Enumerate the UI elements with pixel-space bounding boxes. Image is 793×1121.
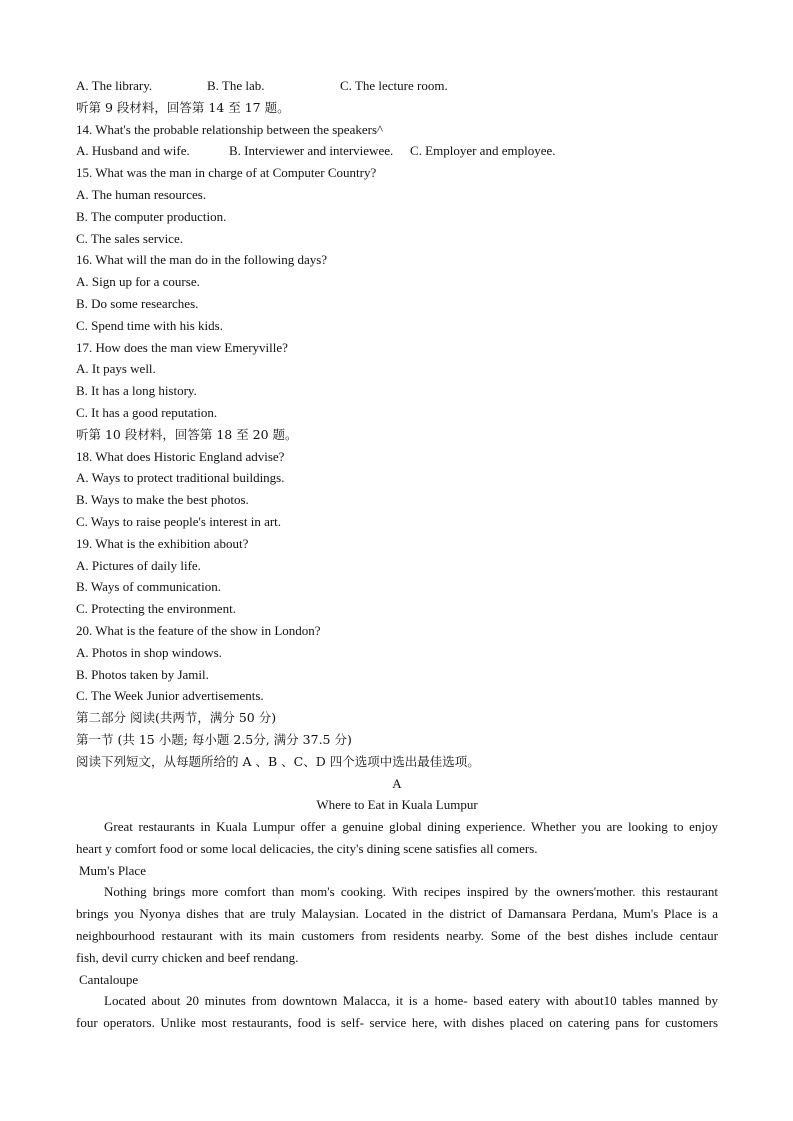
q15-option-b: B. The computer production.	[76, 208, 227, 224]
q18-option-b: B. Ways to make the best photos.	[76, 492, 249, 508]
q19-question: 19. What is the exhibition about?	[76, 535, 249, 551]
q17-option-a: A. It pays well.	[76, 361, 156, 377]
restaurant1-description	[76, 881, 718, 968]
q19-option-a: A. Pictures of daily life.	[76, 557, 201, 573]
q15-option-c: C. The sales service.	[76, 230, 183, 246]
q19-option-b: B. Ways of communication.	[76, 579, 221, 595]
restaurant2-description	[76, 990, 718, 1034]
q15-option-a: A. The human resources.	[76, 186, 207, 202]
q19-option-c: C. Protecting the environment.	[76, 601, 236, 617]
q14-option-a: A. Husband and wife.	[76, 143, 190, 159]
q20-option-a: A. Photos in shop windows.	[76, 644, 222, 660]
q17-option-c: C. It has a good reputation.	[76, 404, 218, 420]
restaurant1-line-2: brings you Nyonya dishes that are truly Malaysian. Located in the district of Damansara Perdana, Mum's Place is a	[76, 906, 718, 922]
restaurant1-line-4: fish, devil curry chicken and beef rendang.	[76, 949, 299, 965]
q13-option-b: B. The lab.	[207, 78, 265, 93]
passage-letter: A	[392, 775, 402, 791]
passage-intro	[76, 816, 718, 860]
reading-instructions: 阅读下列短文，从每题所给的 A 、B 、C、D 四个选项中选出最佳选项。	[76, 753, 480, 769]
q13-option-a: A. The library.	[76, 78, 153, 93]
reading-part-title: 第二部分 阅读(共两节，满分 50 分)	[76, 710, 277, 726]
q14-question: 14. What's the probable relationship between the speakers^	[76, 121, 384, 137]
passage-title: Where to Eat in Kuala Lumpur	[316, 797, 478, 813]
restaurant2-line-1: Located about 20 minutes from downtown Malacca, it is a home- based eatery with about10 tables manned by	[104, 993, 718, 1009]
restaurant1-line-3: neighbourhood restaurant with its main customers from residents nearby. Some of the best dishes include centaur	[76, 928, 718, 944]
q18-option-c: C. Ways to raise people's interest in art.	[76, 513, 282, 529]
q14-options	[76, 140, 718, 162]
restaurant2-name: Cantaloupe	[79, 971, 139, 987]
q16-question: 16. What will the man do in the following days?	[76, 252, 328, 268]
section10-header: 听第 10 段材料，回答第 18 至 20 题。	[76, 426, 298, 442]
q14-option-c: C. Employer and employee.	[410, 143, 556, 159]
q18-option-a: A. Ways to protect traditional buildings.	[76, 470, 285, 486]
reading-section-title: 第一节 (共 15 小题; 每小题 2.5分, 满分 37.5 分)	[76, 731, 352, 747]
q20-option-c: C. The Week Junior advertisements.	[76, 688, 264, 704]
q20-option-b: B. Photos taken by Jamil.	[76, 666, 209, 682]
q16-option-b: B. Do some researches.	[76, 295, 199, 311]
intro-line-1: Great restaurants in Kuala Lumpur offer a genuine global dining experience. Whether you are looking to enjoy	[104, 819, 718, 835]
q17-option-b: B. It has a long history.	[76, 383, 197, 399]
q13-options	[76, 75, 718, 97]
q18-question: 18. What does Historic England advise?	[76, 448, 285, 464]
restaurant1-line-1: Nothing brings more comfort than mom's cooking. With recipes inspired by the owners'mother. this restaurant	[104, 884, 718, 900]
q13-option-c: C. The lecture room.	[340, 78, 448, 93]
q16-option-c: C. Spend time with his kids.	[76, 317, 223, 333]
q16-option-a: A. Sign up for a course.	[76, 274, 200, 290]
q20-question: 20. What is the feature of the show in London?	[76, 622, 321, 638]
restaurant2-line-2: four operators. Unlike most restaurants, food is self- service here, with dishes placed on catering pans for customers	[76, 1015, 718, 1031]
restaurant1-name: Mum's Place	[79, 862, 146, 878]
section9-header: 听第 9 段材料，回答第 14 至 17 题。	[76, 99, 290, 115]
q15-question: 15. What was the man in charge of at Computer Country?	[76, 165, 377, 181]
intro-line-2: heart y comfort food or some local delicacies, the city's dining scene satisfies all comers.	[76, 840, 538, 856]
q17-question: 17. How does the man view Emeryville?	[76, 339, 288, 355]
q14-option-b: B. Interviewer and interviewee.	[229, 143, 394, 159]
